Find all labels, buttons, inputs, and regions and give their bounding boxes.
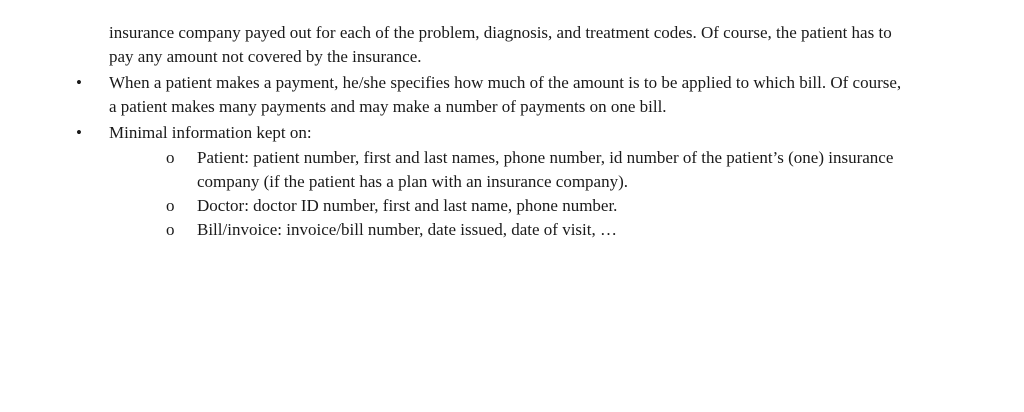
list-item-line: When a patient makes a payment, he/she specifies how much of the amount is to be applied to which bill. Of course, xyxy=(109,73,902,92)
list-item-line: Minimal information kept on: xyxy=(109,123,312,142)
sub-list-item-line: company (if the patient has a plan with an insurance company). xyxy=(197,172,628,191)
paragraph-line: insurance company payed out for each of the problem, diagnosis, and treatment codes. Of course, the patient has to xyxy=(109,23,892,42)
paragraph-line: pay any amount not covered by the insurance. xyxy=(109,47,422,66)
sub-bullet-marker: o xyxy=(166,148,175,167)
list-item-line: a patient makes many payments and may make a number of payments on one bill. xyxy=(109,97,667,116)
sub-list-item-line: Doctor: doctor ID number, first and last name, phone number. xyxy=(197,196,618,215)
sub-bullet-marker: o xyxy=(166,196,175,215)
bullet-marker: • xyxy=(76,123,82,142)
sub-list-item-line: Bill/invoice: invoice/bill number, date issued, date of visit, … xyxy=(197,220,617,239)
bullet-marker: • xyxy=(76,73,82,92)
sub-bullet-marker: o xyxy=(166,220,175,239)
sub-list-item-line: Patient: patient number, first and last names, phone number, id number of the patient’s (one) insurance xyxy=(197,148,894,167)
